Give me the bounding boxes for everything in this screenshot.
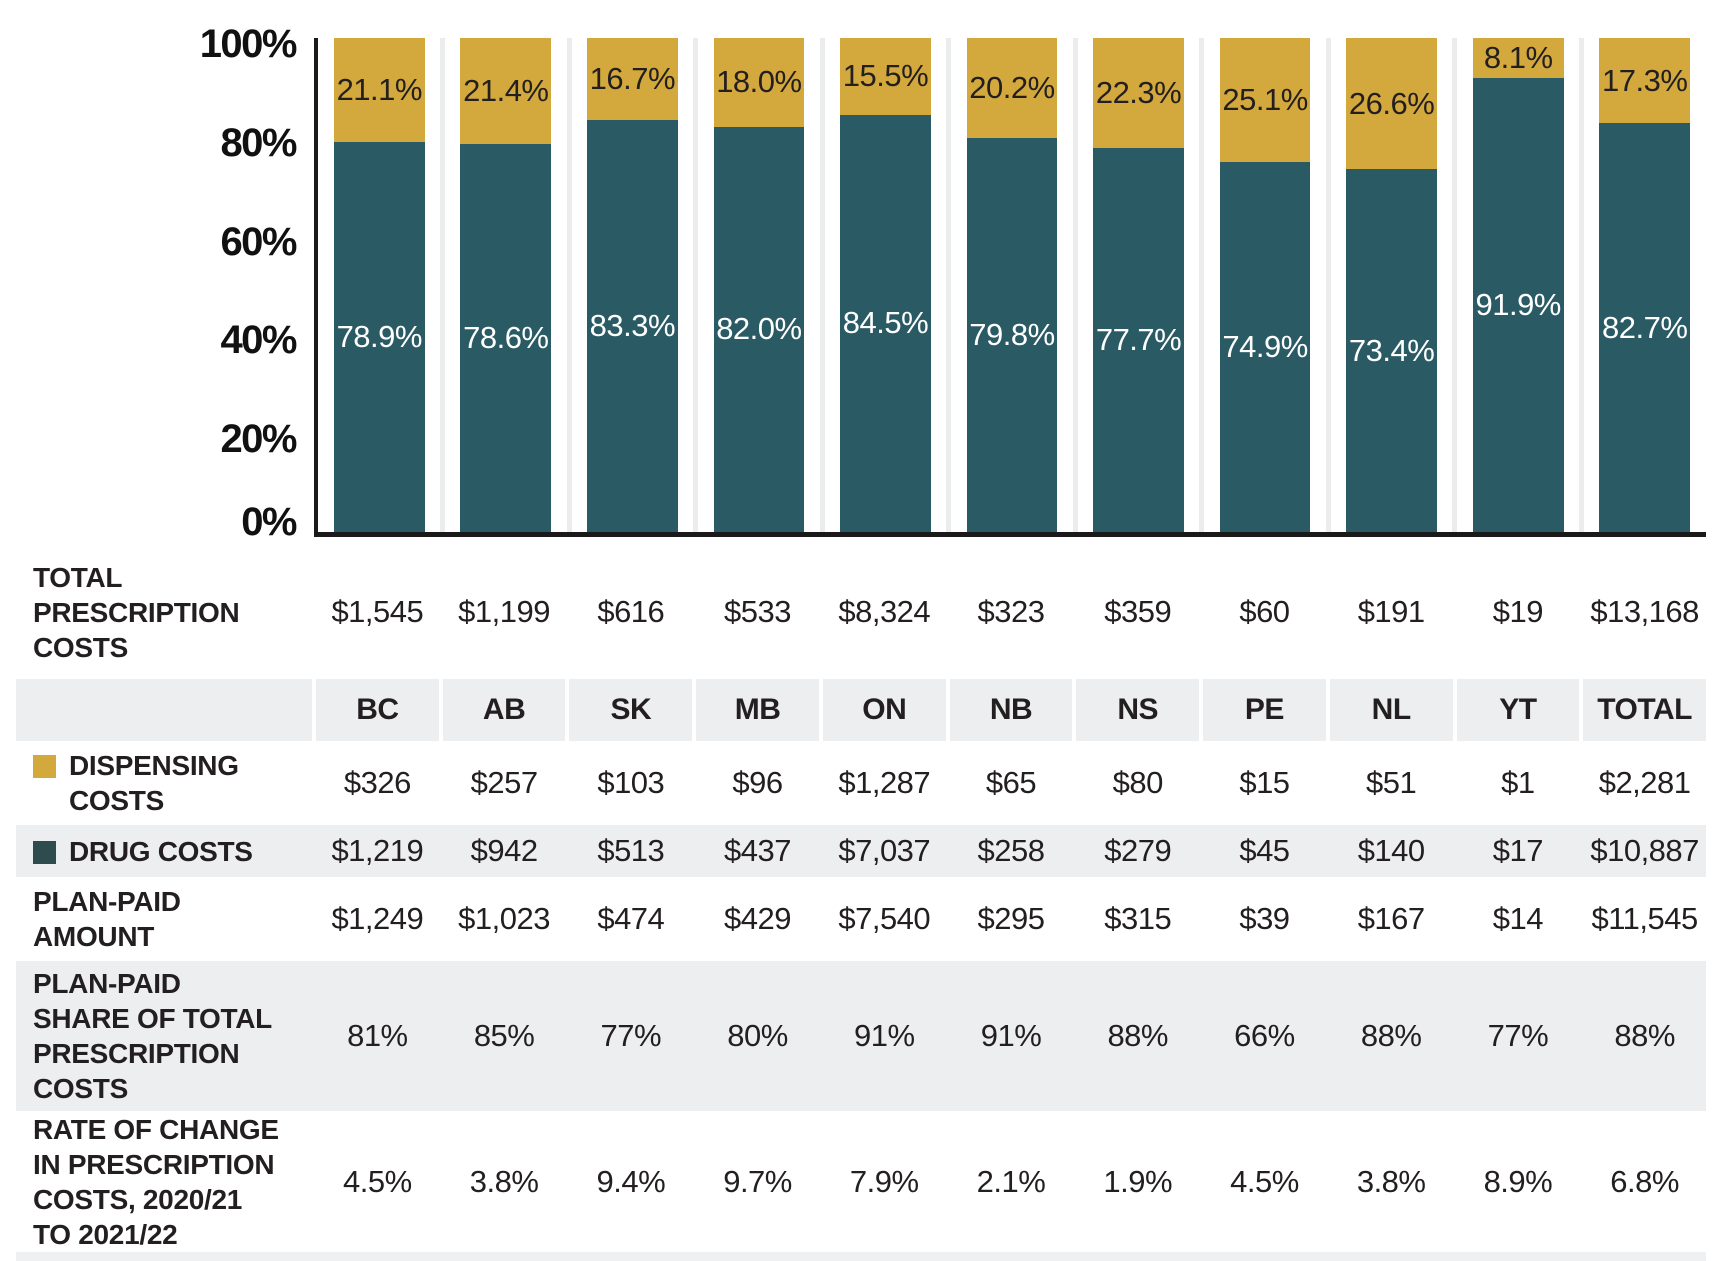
bar-column-nb [951, 38, 1074, 532]
row-label [16, 966, 312, 1106]
value-cell: $1,199 [458, 594, 550, 629]
value-cell: $10,887 [1590, 833, 1699, 868]
dispensing-segment [1220, 38, 1311, 162]
value-cell: $13,168 [1590, 594, 1699, 629]
dispensing-percent-label: 16.7% [589, 61, 676, 97]
y-axis-labels [0, 0, 314, 544]
value-cell: $80 [1112, 765, 1163, 800]
plot-area [314, 38, 1706, 537]
drug-segment [1599, 123, 1690, 532]
dispensing-percent-label: 15.5% [842, 58, 929, 94]
row-total-prescription-costs [16, 545, 1706, 679]
dispensing-costs-legend-swatch [33, 755, 56, 778]
value-cell: $11,545 [1591, 901, 1698, 936]
column-header-total: TOTAL [1583, 679, 1706, 741]
row-label-line: DISPENSING [69, 750, 239, 781]
dispensing-segment [460, 38, 551, 144]
stacked-bar [714, 38, 805, 532]
y-tick-label: 0% [241, 500, 296, 544]
header-empty-cell [16, 679, 312, 741]
drug-percent-label: 82.0% [716, 311, 802, 347]
dispensing-segment [334, 38, 425, 142]
drug-percent-label: 78.6% [463, 319, 549, 355]
drug-segment [587, 120, 678, 532]
value-cell: $140 [1357, 833, 1425, 868]
row-label-lines [69, 834, 253, 869]
stacked-bar [1599, 38, 1690, 532]
dispensing-percent-label: 22.3% [1095, 75, 1182, 111]
row-label-line: RATE OF CHANGE [33, 1113, 279, 1145]
bar-column-nl [1330, 38, 1453, 532]
dispensing-percent-label: 21.1% [336, 72, 422, 108]
row-label-line: IN PRESCRIPTION [33, 1148, 275, 1180]
value-cell: $65 [985, 765, 1037, 800]
dispensing-segment [1346, 38, 1437, 169]
dispensing-segment [714, 38, 805, 127]
drug-segment [714, 127, 805, 532]
value-cell: 3.8% [1356, 1163, 1426, 1199]
value-cell: $429 [724, 901, 792, 936]
value-cell: $1,249 [331, 901, 424, 936]
stacked-bar [1346, 38, 1437, 532]
column-header-pe: PE [1203, 679, 1326, 741]
drug-percent-label: 84.5% [842, 305, 929, 341]
row-drug-costs [16, 825, 1706, 877]
dispensing-percent-label: 8.1% [1483, 40, 1553, 75]
drug-percent-label: 78.9% [336, 319, 422, 355]
stacked-bar [1220, 38, 1311, 532]
dispensing-percent-label: 20.2% [969, 69, 1055, 105]
stacked-bar [334, 38, 425, 532]
drug-percent-label: 74.9% [1222, 328, 1308, 364]
value-cell: $326 [343, 765, 411, 800]
dispensing-segment [1599, 38, 1690, 123]
column-header-on: ON [823, 679, 946, 741]
column-header-nl: NL [1330, 679, 1453, 741]
value-cell: 2.1% [976, 1163, 1046, 1199]
bar-column-ab [445, 38, 568, 532]
value-cell: 4.5% [1230, 1163, 1299, 1199]
y-tick-label: 60% [220, 219, 296, 264]
data-table [0, 545, 1712, 1261]
value-cell: $1,287 [838, 765, 931, 800]
row-rate-of-change [16, 1111, 1706, 1252]
value-cell: 9.4% [596, 1163, 666, 1199]
bars [318, 38, 1706, 532]
value-cell: 8.9% [1483, 1163, 1553, 1199]
value-cell: 80% [727, 1018, 788, 1053]
drug-costs-legend-swatch [33, 841, 56, 864]
drug-segment [1473, 78, 1564, 532]
value-cell: $279 [1104, 833, 1172, 868]
stacked-bar [967, 38, 1058, 532]
bar-column-mb [698, 38, 821, 532]
dispensing-segment [1093, 38, 1184, 148]
value-cell: 85% [473, 1018, 535, 1053]
row-label-line: TOTAL [33, 561, 123, 593]
bar-column-pe [1204, 38, 1327, 532]
value-cell: $474 [597, 901, 665, 936]
drug-segment [460, 144, 551, 532]
bar-column-ns [1077, 38, 1200, 532]
dispensing-segment [840, 38, 931, 115]
value-cell: $1,219 [331, 833, 424, 868]
value-cell: $39 [1239, 901, 1290, 936]
row-label-line: COSTS [69, 785, 164, 816]
y-tick-label: 40% [220, 318, 296, 363]
drug-percent-label: 73.4% [1348, 332, 1435, 368]
value-cell: 6.8% [1610, 1163, 1679, 1199]
column-header-ns: NS [1076, 679, 1199, 741]
stacked-bar-chart [0, 0, 1712, 544]
row-label-line: COSTS, 2020/21 [33, 1183, 243, 1215]
drug-segment [967, 138, 1058, 532]
bar-column-on [824, 38, 947, 532]
column-header-nb: NB [950, 679, 1073, 741]
value-cell: $258 [977, 833, 1045, 868]
row-label [16, 884, 312, 954]
dispensing-percent-label: 21.4% [463, 72, 549, 108]
row-label [16, 560, 312, 665]
value-cell: $19 [1492, 594, 1544, 629]
value-cell: 91% [980, 1018, 1042, 1053]
dispensing-percent-label: 25.1% [1222, 81, 1308, 117]
dispensing-segment [1473, 38, 1564, 78]
value-cell: $8,324 [838, 594, 931, 629]
row-label-lines [33, 560, 239, 665]
row-label-line: TO 2021/22 [33, 1218, 178, 1250]
row-label-line: COSTS [33, 1073, 128, 1104]
stacked-bar [1093, 38, 1184, 532]
row-label-lines [33, 884, 181, 954]
drug-percent-label: 91.9% [1475, 287, 1561, 322]
drug-segment [1093, 148, 1184, 532]
value-cell: $2,281 [1598, 765, 1691, 800]
value-cell: $17 [1492, 833, 1544, 868]
row-label [16, 748, 312, 818]
dispensing-segment [967, 38, 1058, 138]
stacked-bar [1473, 38, 1564, 532]
row-label-line: PLAN-PAID [33, 968, 181, 999]
drug-percent-label: 79.8% [969, 316, 1055, 352]
value-cell: $96 [732, 765, 783, 800]
value-cell: 1.9% [1103, 1163, 1173, 1199]
bar-column-sk [571, 38, 694, 532]
stacked-bar [460, 38, 551, 532]
value-cell: 91% [853, 1018, 915, 1053]
value-cell: $103 [597, 765, 665, 800]
row-label-lines [33, 966, 272, 1106]
drug-segment [1346, 169, 1437, 532]
value-cell: $15 [1239, 765, 1290, 800]
value-cell: $616 [597, 594, 665, 629]
row-label-line: COSTS [33, 631, 128, 663]
dispensing-percent-label: 18.0% [716, 64, 802, 100]
bar-column-yt [1457, 38, 1580, 532]
value-cell: $437 [724, 833, 792, 868]
dispensing-segment [587, 38, 678, 120]
drug-percent-label: 83.3% [589, 308, 676, 344]
y-tick-label: 20% [220, 417, 296, 462]
row-label-line: SHARE OF TOTAL [33, 1003, 272, 1034]
bottom-row-strip [16, 1252, 1706, 1261]
value-cell: 77% [1487, 1018, 1549, 1053]
column-header-yt: YT [1457, 679, 1580, 741]
value-cell: $7,037 [838, 833, 931, 868]
stacked-bar [840, 38, 931, 532]
value-cell: $257 [470, 765, 538, 800]
value-cell: 7.9% [849, 1163, 919, 1199]
value-cell: $1,023 [458, 901, 550, 936]
value-cell: $1 [1501, 765, 1535, 800]
drug-segment [840, 115, 931, 532]
value-cell: $942 [470, 833, 538, 868]
row-label-lines [69, 748, 239, 818]
value-cell: 77% [600, 1018, 662, 1053]
drug-segment [334, 142, 425, 532]
row-label-line: PRESCRIPTION [33, 596, 240, 628]
column-header-mb: MB [696, 679, 819, 741]
value-cell: $45 [1239, 833, 1290, 868]
row-label-line: DRUG COSTS [69, 835, 253, 867]
value-cell: 4.5% [343, 1163, 412, 1199]
dispensing-percent-label: 26.6% [1348, 85, 1435, 121]
value-cell: 88% [1107, 1018, 1168, 1053]
value-cell: $191 [1357, 594, 1425, 629]
value-cell: $315 [1104, 901, 1172, 936]
value-cell: $533 [724, 594, 792, 629]
row-plan-paid-share [16, 961, 1706, 1111]
row-label [16, 1112, 312, 1252]
row-label-line: PRESCRIPTION [33, 1038, 240, 1069]
row-plan-paid-amount [16, 877, 1706, 961]
column-header-bc: BC [316, 679, 439, 741]
row-label-line: PLAN-PAID [33, 886, 181, 917]
value-cell: 81% [347, 1018, 408, 1053]
value-cell: 66% [1234, 1018, 1295, 1053]
value-cell: $513 [597, 833, 665, 868]
value-cell: $51 [1366, 765, 1417, 800]
value-cell: 88% [1614, 1018, 1675, 1053]
stacked-bar [587, 38, 678, 532]
y-tick-label: 80% [220, 120, 296, 165]
value-cell: 88% [1360, 1018, 1422, 1053]
value-cell: $60 [1239, 594, 1290, 629]
value-cell: 9.7% [723, 1163, 792, 1199]
table-header-row [16, 679, 1706, 741]
row-label-lines [33, 1112, 279, 1252]
drug-segment [1220, 162, 1311, 532]
drug-percent-label: 82.7% [1602, 309, 1688, 345]
value-cell: $323 [977, 594, 1045, 629]
row-label-line: AMOUNT [33, 921, 155, 952]
row-dispensing-costs [16, 741, 1706, 825]
value-cell: $7,540 [838, 901, 931, 936]
bar-column-bc [318, 38, 441, 532]
value-cell: $359 [1104, 594, 1172, 629]
value-cell: $295 [977, 901, 1045, 936]
row-label [16, 834, 312, 869]
bar-column-total [1583, 38, 1706, 532]
value-cell: 3.8% [469, 1163, 539, 1199]
value-cell: $14 [1492, 901, 1544, 936]
drug-percent-label: 77.7% [1095, 322, 1182, 358]
dispensing-percent-label: 17.3% [1602, 62, 1688, 98]
value-cell: $167 [1357, 901, 1425, 936]
value-cell: $1,545 [331, 594, 424, 629]
column-header-ab: AB [443, 679, 566, 741]
y-tick-label: 100% [199, 22, 296, 66]
column-header-sk: SK [569, 679, 692, 741]
